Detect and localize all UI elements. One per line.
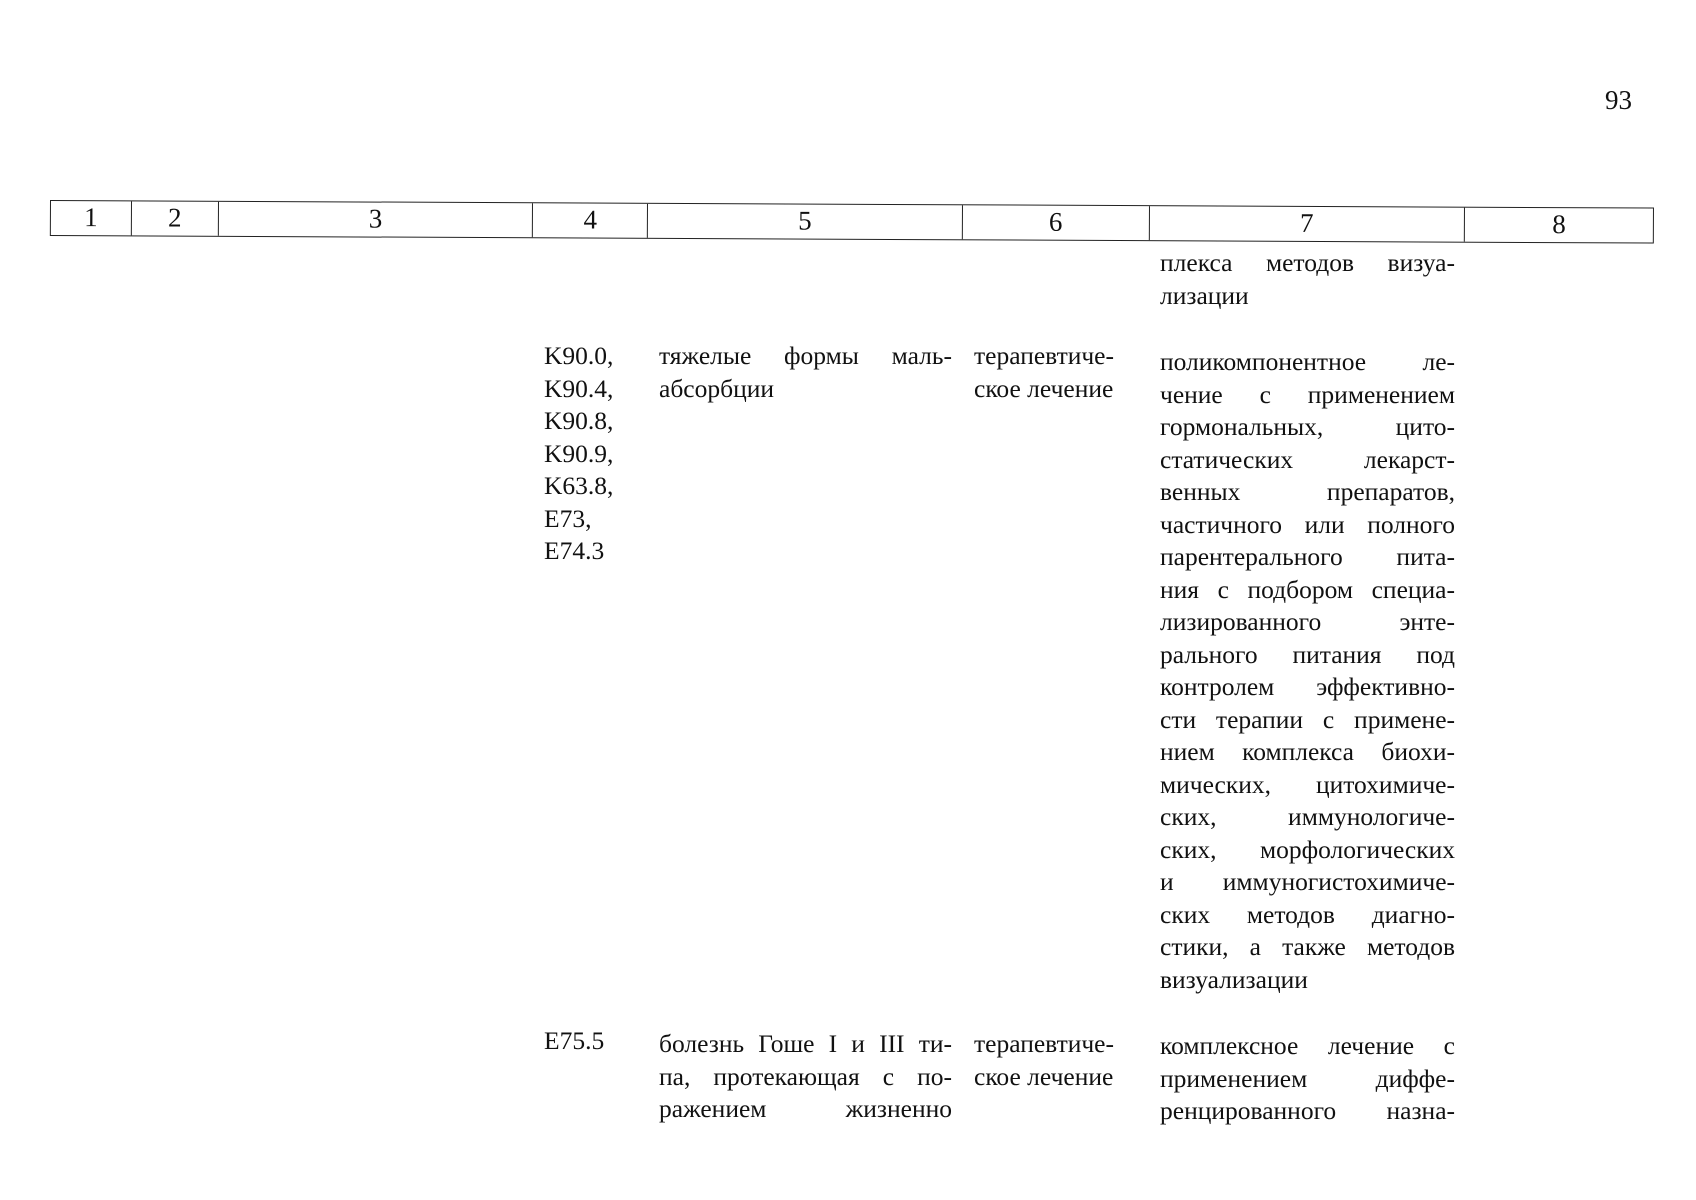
text-line: абсорбции [659,373,775,403]
header-col-1: 1 [51,201,132,235]
text-line: применением диффе- [1160,1063,1455,1093]
text-line: ражением жизненно [659,1094,952,1123]
text-line: визуализации [1160,964,1308,994]
diagnosis-code: K63.8, [544,471,614,500]
row-1-condition [659,340,952,405]
row-1-treatment-type [974,340,1136,405]
diagnosis-code: K90.4, [544,373,614,403]
diagnosis-code: E75.5 [544,1026,605,1055]
text-line: комплексное лечение с [1160,1031,1455,1060]
row-2-treatment-method [1160,1030,1455,1128]
text-line: ния с подбором специа- [1160,574,1455,604]
row-continuation-col7 [1160,247,1455,312]
text-line: сти терапии с примене- [1160,704,1455,734]
text-line: контролем эффективно- [1160,672,1455,701]
header-col-6: 6 [963,205,1150,240]
header-col-5: 5 [648,204,963,239]
text-line: ских методов диагно- [1160,899,1455,929]
row-1-treatment-method [1160,346,1455,996]
row-2-codes [544,1025,604,1058]
text-line: мических, цитохимиче- [1160,769,1455,799]
diagnosis-code: K90.0, [544,341,614,370]
row-2-treatment-type [974,1028,1136,1093]
text-line: тяжелые формы маль- [659,341,952,370]
page-number: 93 [1605,85,1632,115]
text-line: ское лечение [974,1061,1114,1091]
text-line: поликомпонентное ле- [1160,347,1455,376]
text-line: болезнь Гоше I и III ти- [659,1029,952,1058]
text-line: рального питания под [1160,639,1455,669]
header-col-7: 7 [1149,206,1465,241]
text-line: гормональных, цито- [1160,412,1455,441]
text-line: ское лечение [974,373,1114,403]
text-line: стики, а также методов [1160,932,1455,961]
header-col-3: 3 [219,202,534,237]
table-header-row [50,200,1654,244]
diagnosis-code: E73, [544,503,592,533]
text-line: частичного или полного [1160,509,1455,539]
diagnosis-code: E74.3 [544,536,605,565]
text-line: па, протекающая с по- [659,1061,952,1091]
text-line: парентерального пита- [1160,542,1455,571]
row-2-condition [659,1028,952,1126]
header-col-4: 4 [533,203,648,238]
text-line: ренцированного назна- [1160,1096,1455,1125]
text-line: терапевтиче- [974,1029,1114,1058]
text-line: лизации [1160,280,1249,310]
diagnosis-code: K90.9, [544,438,614,468]
header-col-8: 8 [1552,209,1566,240]
text-line: статических лекарст- [1160,444,1455,474]
text-line: нием комплекса биохи- [1160,737,1455,766]
header-col-2: 2 [132,201,219,235]
text-line: и иммуногистохимиче- [1160,867,1455,896]
text-line: ских, иммунологиче- [1160,802,1455,831]
text-line: ских, морфологических [1160,834,1455,864]
text-line: плекса методов визуа- [1160,248,1455,277]
text-line: венных препаратов, [1160,477,1455,506]
text-line: терапевтиче- [974,341,1114,370]
row-1-codes [544,340,613,568]
text-line: чение с применением [1160,379,1455,409]
text-line: лизированного энте- [1160,607,1455,636]
diagnosis-code: K90.8, [544,406,614,435]
